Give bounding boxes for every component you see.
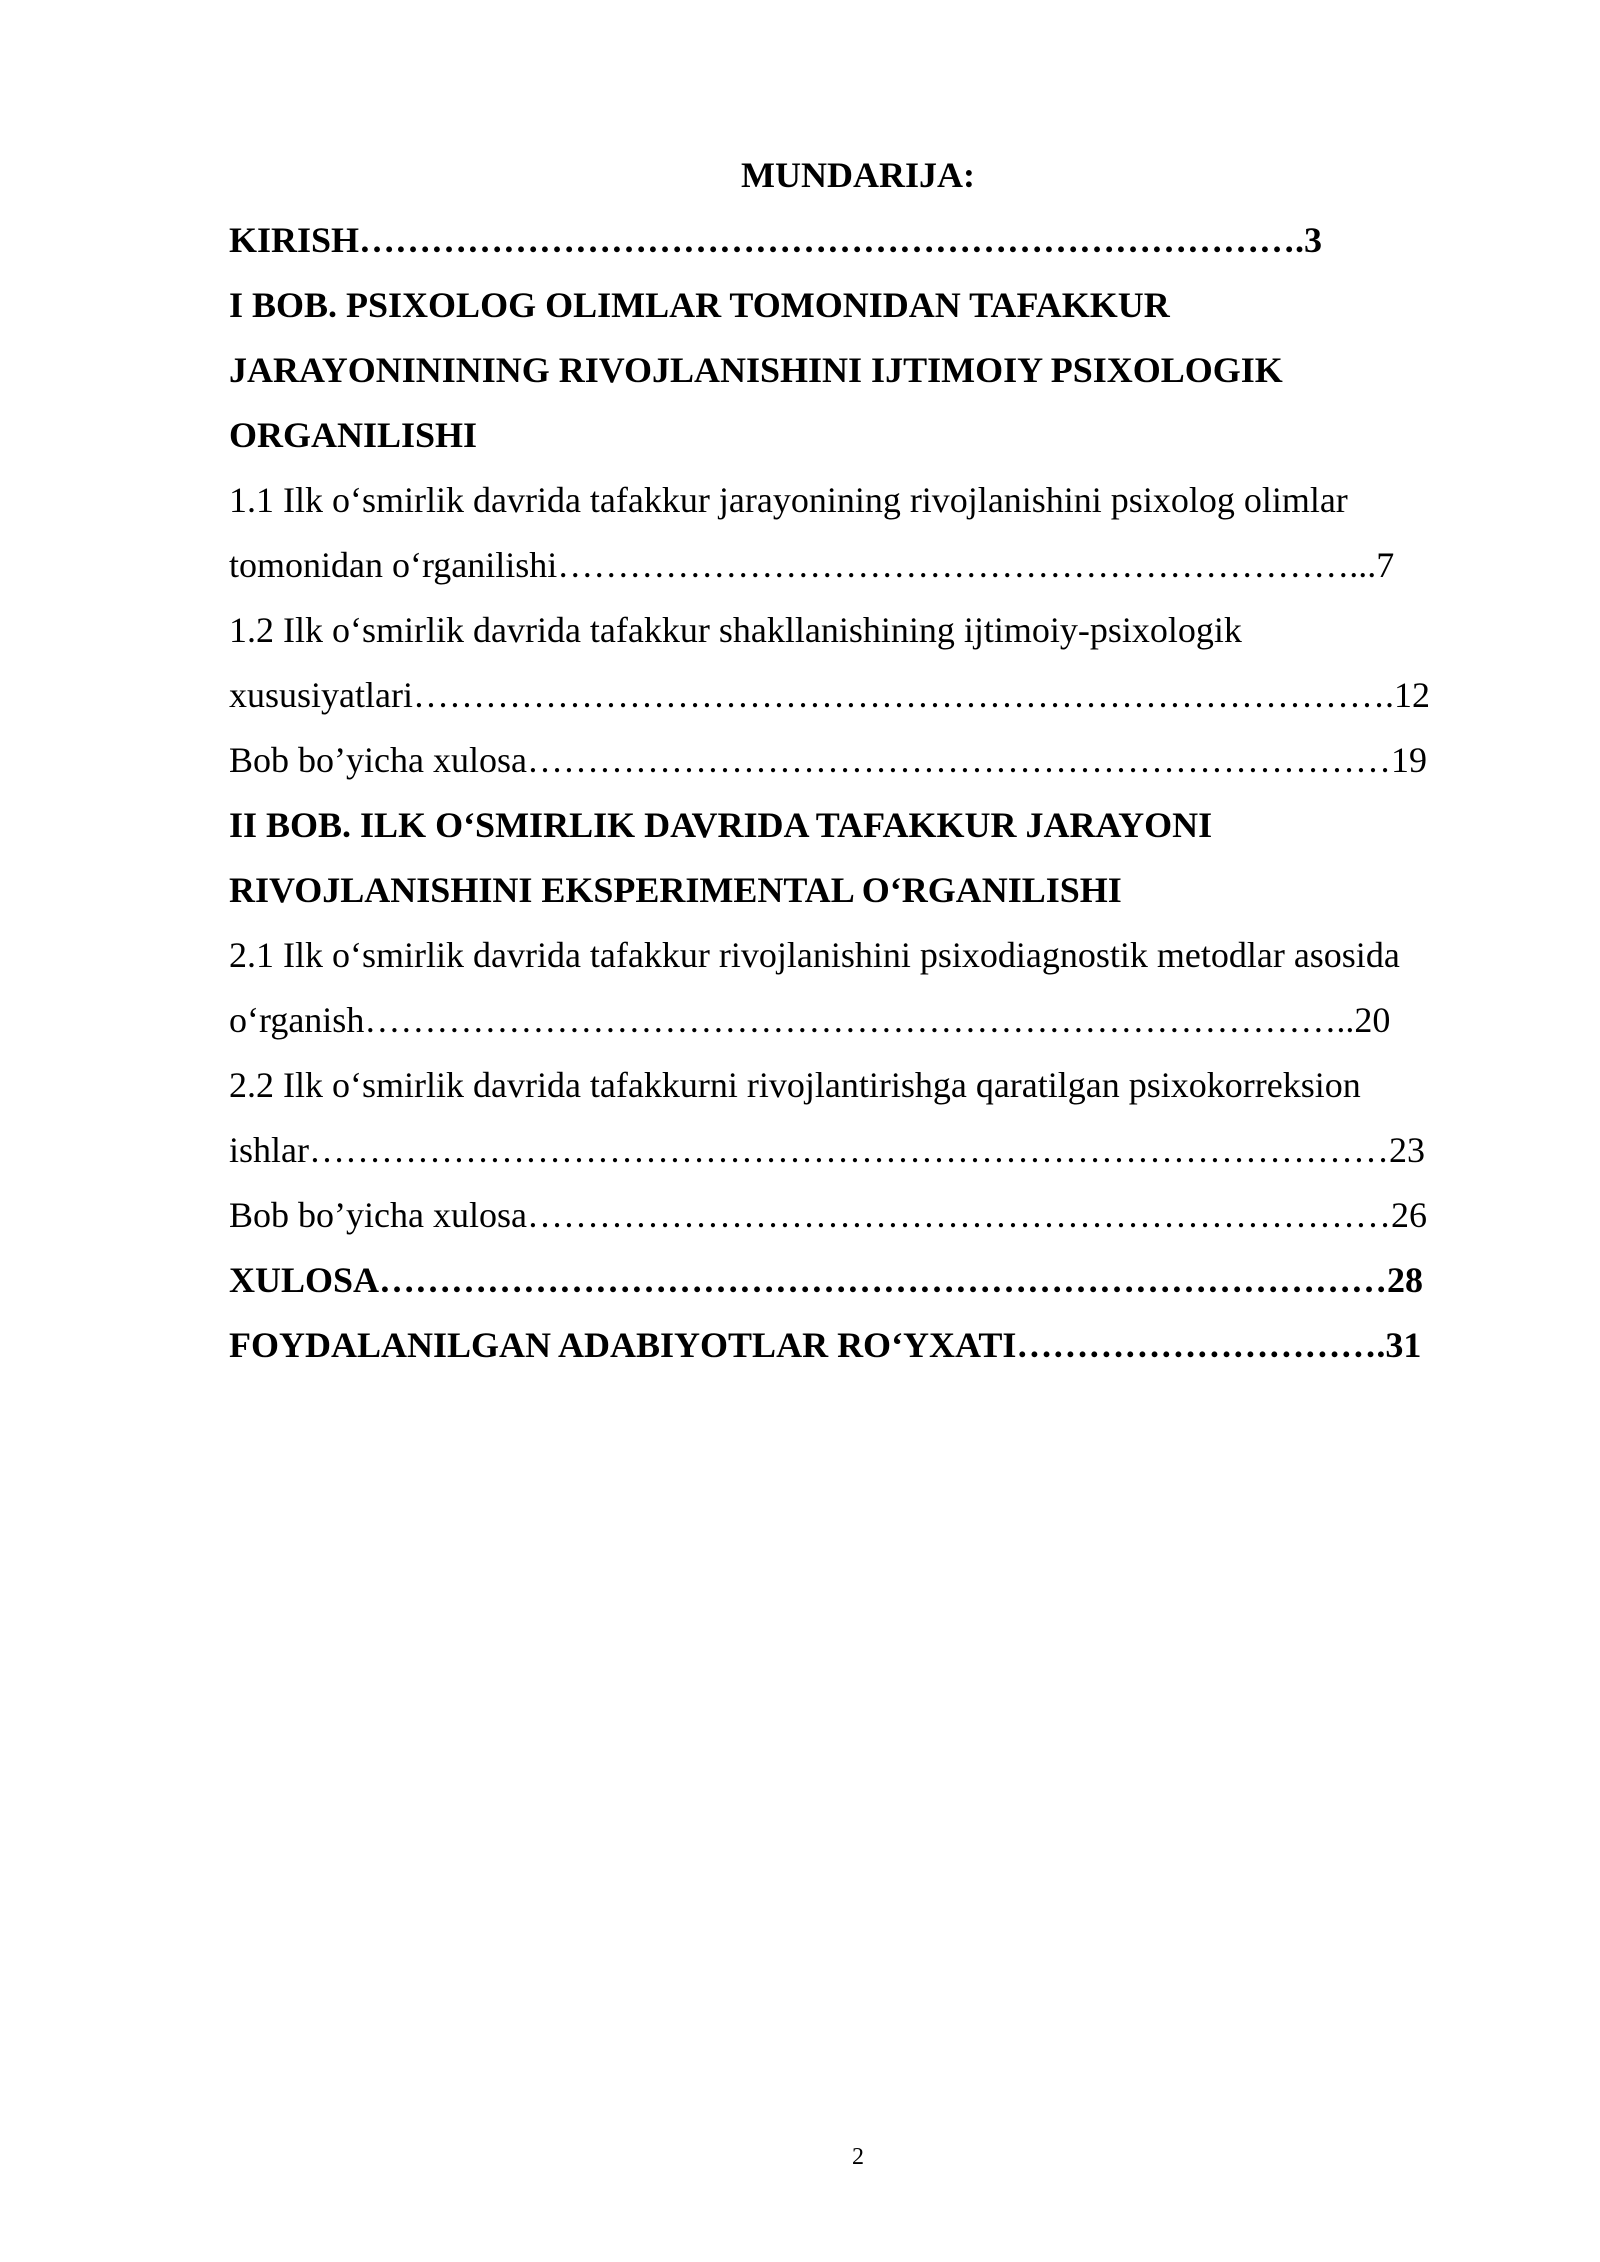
- toc-line-chapter-1-heading-a: I BOB. PSIXOLOG OLIMLAR TOMONIDAN TAFAKKUR: [229, 285, 1170, 325]
- toc-line-chapter-2-heading-a: II BOB. ILK O‘SMIRLIK DAVRIDA TAFAKKUR JARAYONI: [229, 805, 1213, 845]
- page-number: 2: [852, 2144, 864, 2170]
- table-of-contents: [229, 216, 1485, 1386]
- toc-line-chapter-2-conclusion: Bob bo’yicha xulosa………………………………………………………………26: [229, 1195, 1427, 1235]
- toc-line-chapter-1-conclusion: Bob bo’yicha xulosa………………………………………………………………19: [229, 740, 1427, 780]
- toc-line-chapter-1-heading-b: JARAYONININING RIVOJLANISHINI IJTIMOIY PSIXOLOGIK: [229, 350, 1283, 390]
- toc-line-xulosa: XULOSA…………………………………………………………………………28: [229, 1260, 1424, 1300]
- toc-line-section-1-2-b: xususiyatlari……………………………………………………………………….12: [229, 675, 1430, 715]
- toc-line-section-2-1-b: o‘rganish………………………………………………………………………..20: [229, 1000, 1391, 1040]
- toc-line-section-1-1-b: tomonidan o‘rganilishi…………………………………………………………...7: [229, 545, 1395, 585]
- toc-line-section-1-1-a: 1.1 Ilk o‘smirlik davrida tafakkur jarayonining rivojlanishini psixolog olimlar: [229, 480, 1348, 520]
- toc-line-section-2-2-b: ishlar………………………………………………………………………………23: [229, 1130, 1425, 1170]
- toc-line-kirish: KIRISH…………………………………………………………………….3: [229, 220, 1323, 260]
- toc-line-references: FOYDALANILGAN ADABIYOTLAR RO‘YXATI………………………….31: [229, 1325, 1422, 1365]
- toc-line-chapter-2-heading-b: RIVOJLANISHINI EKSPERIMENTAL O‘RGANILISHI: [229, 870, 1122, 910]
- toc-line-section-2-1-a: 2.1 Ilk o‘smirlik davrida tafakkur rivojlanishini psixodiagnostik metodlar asosida: [229, 935, 1400, 975]
- toc-line-section-2-2-a: 2.2 Ilk o‘smirlik davrida tafakkurni rivojlantirishga qaratilgan psixokorreksion: [229, 1065, 1361, 1105]
- toc-title: MUNDARIJA:: [741, 155, 975, 195]
- toc-line-section-1-2-a: 1.2 Ilk o‘smirlik davrida tafakkur shakllanishining ijtimoiy-psixologik: [229, 610, 1242, 650]
- toc-line-chapter-1-heading-c: ORGANILISHI: [229, 415, 478, 455]
